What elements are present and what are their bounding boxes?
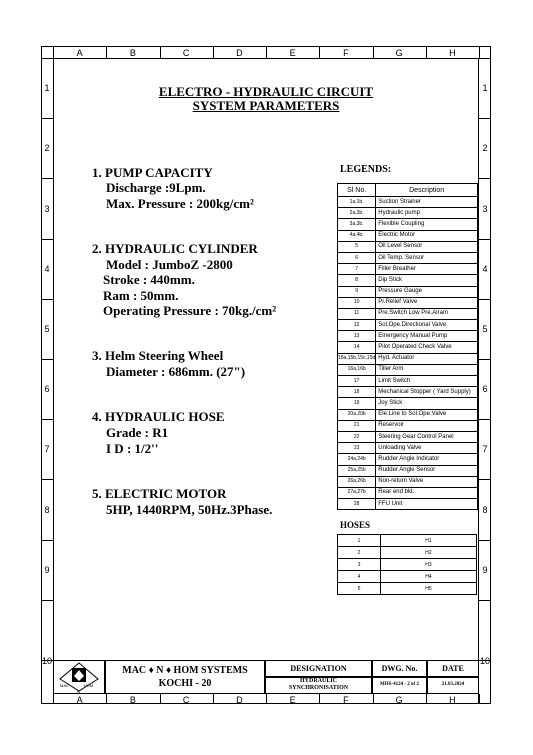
legend-slno: 22 xyxy=(338,431,376,442)
row-label: 6 xyxy=(482,384,488,395)
row-divider xyxy=(41,118,53,119)
legend-row xyxy=(338,230,478,241)
title-line-2: SYSTEM PARAMETERS xyxy=(192,98,340,113)
legend-description: Dip Stick xyxy=(376,275,478,286)
legend-description: Mechanical Stopper ( Yard Supply) xyxy=(376,387,478,398)
column-label: G xyxy=(395,48,403,58)
legend-description: Rudder Angle Sensor xyxy=(376,465,478,476)
legend-slno: 20a,20b xyxy=(338,409,376,420)
legend-description: Steering Gear Control Panel xyxy=(376,431,478,442)
column-divider xyxy=(106,694,107,704)
row-divider xyxy=(479,600,491,601)
column-divider xyxy=(266,694,267,704)
legend-row xyxy=(338,297,478,308)
section-cylinder-line: Operating Pressure : 70kg./cm² xyxy=(103,303,277,318)
legend-description: FFU Unit xyxy=(376,499,478,510)
column-divider xyxy=(426,46,427,58)
row-label: 5 xyxy=(482,323,488,334)
legend-row xyxy=(338,308,478,319)
legend-slno: 4a,4b. xyxy=(338,230,376,241)
legend-slno: 17 xyxy=(338,376,376,387)
hose-row xyxy=(338,559,477,571)
legend-row xyxy=(338,487,478,498)
row-label: 2 xyxy=(482,143,488,154)
section-motor-heading: 5. ELECTRIC MOTOR xyxy=(92,486,227,501)
column-divider xyxy=(213,46,214,58)
row-divider xyxy=(41,479,53,480)
legend-row xyxy=(338,364,478,375)
legend-description: Joy Stick xyxy=(376,398,478,409)
column-label: B xyxy=(129,48,136,58)
legend-row xyxy=(338,398,478,409)
column-divider xyxy=(53,46,54,58)
row-divider xyxy=(41,299,53,300)
legend-description: Emergency Manual Pump xyxy=(376,331,478,342)
column-label: B xyxy=(129,695,136,705)
section-cylinder-line: Stroke : 440mm. xyxy=(103,272,195,287)
column-divider xyxy=(160,694,161,704)
legend-row xyxy=(338,499,478,510)
legend-description: Pressure Gauge xyxy=(376,286,478,297)
logo-box xyxy=(53,660,105,694)
legend-description: Electric Motor xyxy=(376,230,478,241)
row-label: 8 xyxy=(44,504,50,515)
legend-slno: 24a,24b xyxy=(338,454,376,465)
row-label: 6 xyxy=(44,384,50,395)
section-hose-heading: 4. HYDRAULIC HOSE xyxy=(92,409,225,424)
legend-slno: 27a,27b xyxy=(338,487,376,498)
legend-slno: 12 xyxy=(338,320,376,331)
legend-description: Rudder Angle Indicator xyxy=(376,454,478,465)
legend-description: Oil Temp. Sensor xyxy=(376,252,478,263)
column-divider xyxy=(373,46,374,58)
row-divider xyxy=(479,479,491,480)
legend-row xyxy=(338,376,478,387)
column-label: A xyxy=(76,695,83,705)
row-label: 9 xyxy=(44,564,50,575)
designation-value-line-2: SYNCHRONISATION xyxy=(288,685,349,691)
column-label: A xyxy=(76,48,83,58)
hose-code: H5 xyxy=(381,583,477,595)
legend-row xyxy=(338,409,478,420)
section-pump-line: Discharge :9Lpm. xyxy=(106,180,206,195)
row-label: 8 xyxy=(482,504,488,515)
legend-slno: 23 xyxy=(338,443,376,454)
column-divider xyxy=(213,694,214,704)
column-label: F xyxy=(343,48,349,58)
legends-header-description: Description xyxy=(376,184,478,197)
legend-description: Oil Level Sensor xyxy=(376,241,478,252)
legend-slno: 26a,26b xyxy=(338,476,376,487)
row-divider xyxy=(41,359,53,360)
row-label: 2 xyxy=(44,143,50,154)
legend-row xyxy=(338,219,478,230)
row-label: 10 xyxy=(479,656,490,666)
title-line-1: ELECTRO - HYDRAULIC CIRCUIT xyxy=(158,84,374,99)
legend-description: Flexible Coupling xyxy=(376,219,478,230)
row-label: 9 xyxy=(482,564,488,575)
hose-row xyxy=(338,535,477,547)
hose-number: 4 xyxy=(338,571,381,583)
legend-slno: 28 xyxy=(338,499,376,510)
legend-row xyxy=(338,476,478,487)
row-divider xyxy=(41,600,53,601)
row-divider xyxy=(479,178,491,179)
logo-text-left: MAC xyxy=(60,683,69,688)
row-divider xyxy=(479,299,491,300)
legend-slno: 1a,1b. xyxy=(338,197,376,208)
legend-row xyxy=(338,197,478,208)
legend-row xyxy=(338,320,478,331)
legends-table xyxy=(337,183,478,510)
column-divider xyxy=(319,694,320,704)
legend-description: Pre.Switch Low Pre.Alram xyxy=(376,308,478,319)
legend-slno: 8 xyxy=(338,275,376,286)
company-name: MAC ♦ N ♦ HOM SYSTEMS xyxy=(122,665,248,676)
section-cylinder-line: Model : JumboZ -2800 xyxy=(106,257,233,272)
column-divider xyxy=(160,46,161,58)
legend-row xyxy=(338,264,478,275)
hose-code: H4 xyxy=(381,571,477,583)
legends-title: LEGENDS: xyxy=(340,164,392,175)
legend-slno: 5 xyxy=(338,241,376,252)
legend-row xyxy=(338,286,478,297)
section-hose-line: Grade : R1 xyxy=(106,425,169,440)
row-divider xyxy=(41,540,53,541)
legend-row xyxy=(338,420,478,431)
row-label: 1 xyxy=(482,83,488,94)
row-label: 4 xyxy=(44,263,50,274)
section-cylinder-heading: 2. HYDRAULIC CYLINDER xyxy=(92,241,258,256)
legend-row xyxy=(338,353,478,364)
legend-row xyxy=(338,387,478,398)
column-divider xyxy=(266,46,267,58)
legend-slno: 19 xyxy=(338,398,376,409)
legend-slno: 7 xyxy=(338,264,376,275)
legend-description: Ele.Line to Sol.Ope.Valve xyxy=(376,409,478,420)
column-label: C xyxy=(182,695,190,705)
hose-row xyxy=(338,547,477,559)
logo-text-right: HOM xyxy=(84,683,94,688)
row-label: 1 xyxy=(44,83,50,94)
row-label: 7 xyxy=(482,444,488,455)
section-hose-line: I D : 1/2'' xyxy=(106,441,159,456)
row-divider xyxy=(479,239,491,240)
legend-slno: 25a,25b xyxy=(338,465,376,476)
section-helm-line: Diameter : 686mm. (27") xyxy=(106,364,246,379)
legend-description: Filler Breather xyxy=(376,264,478,275)
legend-slno: 13 xyxy=(338,331,376,342)
legend-row xyxy=(338,208,478,219)
section-pump-line: Max. Pressure : 200kg/cm² xyxy=(106,196,254,211)
legends-header-slno: Sl No. xyxy=(338,184,376,197)
legend-description: Suction Strainer xyxy=(376,197,478,208)
column-divider xyxy=(373,694,374,704)
hose-number: 1 xyxy=(338,535,381,547)
legend-description: Hydraulic pump xyxy=(376,208,478,219)
hose-code: H1 xyxy=(381,535,477,547)
legend-description: Unloading Valve xyxy=(376,443,478,454)
column-divider xyxy=(106,46,107,58)
legend-row xyxy=(338,454,478,465)
hose-code: H3 xyxy=(381,559,477,571)
hose-number: 5 xyxy=(338,583,381,595)
row-divider xyxy=(479,118,491,119)
column-label: H xyxy=(449,695,456,705)
row-divider xyxy=(479,419,491,420)
legend-slno: 6 xyxy=(338,252,376,263)
row-divider xyxy=(479,58,491,59)
row-label: 4 xyxy=(482,263,488,274)
legend-description: Pr.Relief Valve xyxy=(376,297,478,308)
row-divider xyxy=(479,540,491,541)
legend-slno: 15a,15b,15c,15d xyxy=(338,353,376,364)
hoses-table xyxy=(337,534,477,595)
hoses-title: HOSES xyxy=(340,520,371,530)
dwg-label: DWG. No. xyxy=(381,664,418,673)
drawing-date: 21.03.2024 xyxy=(441,682,465,687)
legend-row xyxy=(338,275,478,286)
legend-description: Limit Switch xyxy=(376,376,478,387)
legend-description: Pilot Operated Check Valve xyxy=(376,342,478,353)
legend-slno: 9 xyxy=(338,286,376,297)
row-divider xyxy=(41,178,53,179)
row-label: 7 xyxy=(44,444,50,455)
legend-row xyxy=(338,342,478,353)
legend-slno: 10 xyxy=(338,297,376,308)
row-divider xyxy=(479,359,491,360)
legend-slno: 18 xyxy=(338,387,376,398)
column-label: G xyxy=(395,695,403,705)
hose-code: H2 xyxy=(381,547,477,559)
hose-row xyxy=(338,571,477,583)
legend-description: Tiller Arm xyxy=(376,364,478,375)
column-label: E xyxy=(289,695,296,705)
legend-description: Rear end bkt. xyxy=(376,487,478,498)
company-city: KOCHI - 20 xyxy=(158,678,212,689)
legends-header-row xyxy=(338,184,478,197)
section-motor-line: 5HP, 1440RPM, 50Hz.3Phase. xyxy=(106,502,273,517)
legend-row xyxy=(338,431,478,442)
legend-slno: 2a,2b. xyxy=(338,208,376,219)
legend-description: Non-return Valve xyxy=(376,476,478,487)
date-label: DATE xyxy=(442,664,464,673)
legend-row xyxy=(338,331,478,342)
legend-slno: 14 xyxy=(338,342,376,353)
column-divider xyxy=(426,694,427,704)
designation-value-line-1: HYDRAULIC xyxy=(299,678,337,684)
section-pump-heading: 1. PUMP CAPACITY xyxy=(92,165,213,180)
legend-description: Sol.Ope.Directional Valve xyxy=(376,320,478,331)
row-divider xyxy=(41,419,53,420)
legend-row xyxy=(338,465,478,476)
legend-row xyxy=(338,241,478,252)
column-divider xyxy=(53,694,54,704)
row-divider xyxy=(41,239,53,240)
logo-text-bottom: N xyxy=(77,689,80,694)
legend-description: Reservoir xyxy=(376,420,478,431)
column-label: D xyxy=(236,695,243,705)
legend-slno: 11 xyxy=(338,308,376,319)
hose-number: 3 xyxy=(338,559,381,571)
column-label: C xyxy=(182,48,190,58)
legend-slno: 16a,16b xyxy=(338,364,376,375)
row-divider xyxy=(41,58,53,59)
row-label: 10 xyxy=(41,656,52,666)
legend-row xyxy=(338,252,478,263)
column-divider xyxy=(479,694,480,704)
legend-description: Hyd. Actuator xyxy=(376,353,478,364)
hose-row xyxy=(338,583,477,595)
hose-number: 2 xyxy=(338,547,381,559)
column-label: H xyxy=(449,48,456,58)
column-divider xyxy=(319,46,320,58)
row-label: 3 xyxy=(44,203,50,214)
legend-row xyxy=(338,443,478,454)
section-helm-heading: 3. Helm Steering Wheel xyxy=(92,348,224,363)
dwg-number: MHS-4124 - 2 of 2 xyxy=(380,682,419,687)
row-label: 5 xyxy=(44,323,50,334)
legend-slno: 21 xyxy=(338,420,376,431)
section-cylinder-line: Ram : 50mm. xyxy=(103,288,179,303)
row-label: 3 xyxy=(482,203,488,214)
column-label: E xyxy=(289,48,296,58)
column-label: F xyxy=(343,695,349,705)
column-label: D xyxy=(236,48,243,58)
legend-slno: 3a,3b. xyxy=(338,219,376,230)
column-divider xyxy=(479,46,480,58)
designation-label: DESIGNATION xyxy=(290,664,347,673)
